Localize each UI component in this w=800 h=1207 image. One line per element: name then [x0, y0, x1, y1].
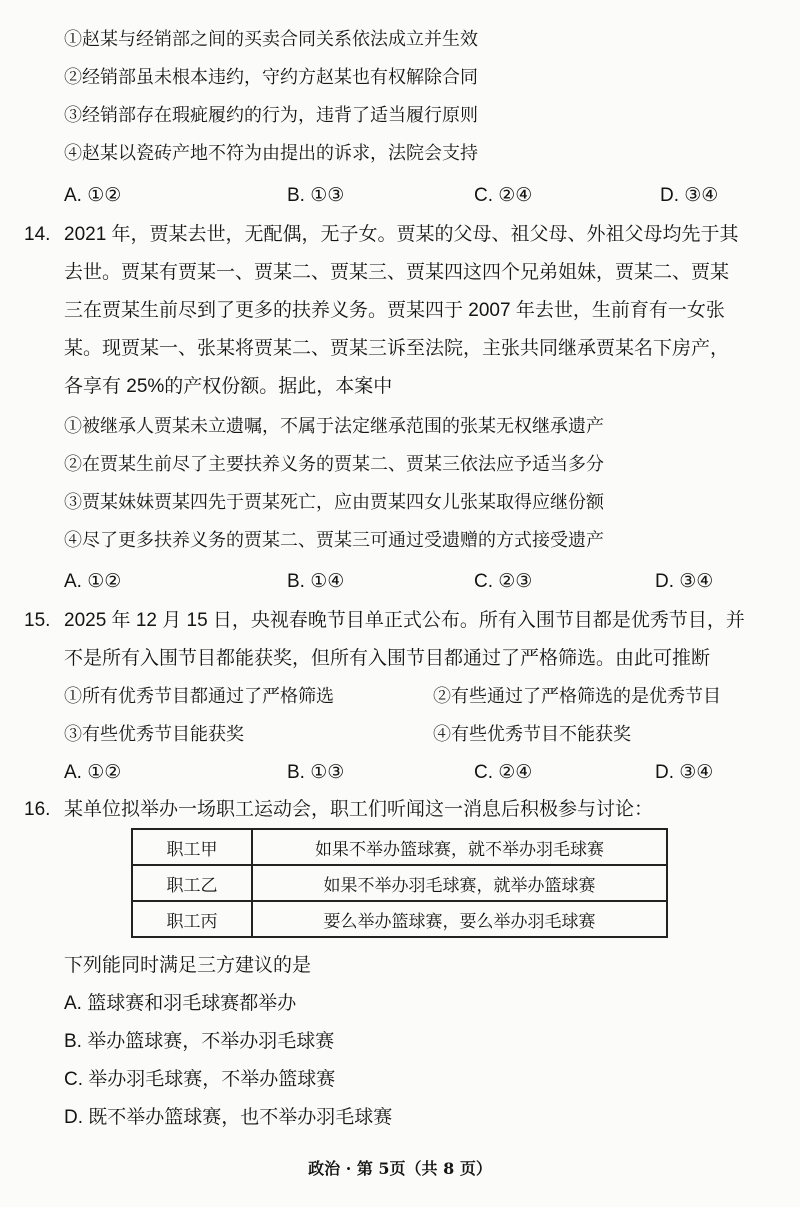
- q15-choice-b: B. ①③: [287, 762, 345, 783]
- q16-option-b: B. 举办篮球赛，不举办羽毛球赛: [64, 1031, 335, 1052]
- q16-number: 16.: [24, 799, 51, 820]
- q14-number: 14.: [24, 224, 51, 245]
- q15-statement-1: ①所有优秀节目都通过了严格筛选: [64, 686, 334, 707]
- table-cell-who: 职工丙: [132, 901, 252, 937]
- q13-choice-a: A. ①②: [64, 185, 122, 206]
- table-cell-text: 要么举办篮球赛，要么举办羽毛球赛: [252, 901, 667, 937]
- q14-choice-b: B. ①④: [287, 571, 345, 592]
- q15-stem-line-2: 不是所有入围节目都能获奖，但所有入围节目都通过了严格筛选。由此可推断: [64, 648, 711, 669]
- q13-statement-1: ①赵某与经销部之间的买卖合同关系依法成立并生效: [64, 29, 478, 50]
- q14-statement-2: ②在贾某生前尽了主要扶养义务的贾某二、贾某三依法应予适当多分: [64, 454, 604, 475]
- q14-stem-line-5: 各享有 25%的产权份额。据此，本案中: [64, 376, 393, 397]
- q15-statement-3: ③有些优秀节目能获奖: [64, 724, 244, 745]
- q14-stem-line-3: 三在贾某生前尽到了更多的扶养义务。贾某四于 2007 年去世，生前育有一女张: [64, 300, 725, 321]
- q16-stem: 某单位拟举办一场职工运动会，职工们听闻这一消息后积极参与讨论：: [64, 799, 654, 820]
- q13-statement-2: ②经销部虽未根本违约，守约方赵某也有权解除合同: [64, 67, 478, 88]
- q14-stem-line-1: 2021 年，贾某去世，无配偶，无子女。贾某的父母、祖父母、外祖父母均先于其: [64, 224, 739, 245]
- table-row: [132, 829, 667, 865]
- page-footer: 政治 · 第 5页（共 8 页）: [308, 1159, 492, 1178]
- q16-option-a: A. 篮球赛和羽毛球赛都举办: [64, 993, 297, 1014]
- table-cell-who: 职工乙: [132, 865, 252, 901]
- q14-stem-line-2: 去世。贾某有贾某一、贾某二、贾某三、贾某四这四个兄弟姐妹，贾某二、贾某: [64, 262, 730, 283]
- q16-option-c: C. 举办羽毛球赛，不举办篮球赛: [64, 1069, 336, 1090]
- q16-prompt: 下列能同时满足三方建议的是: [64, 955, 312, 976]
- q16-option-d: D. 既不举办篮球赛，也不举办羽毛球赛: [64, 1107, 393, 1128]
- q13-choice-c: C. ②④: [474, 185, 533, 206]
- q13-choice-b: B. ①③: [287, 185, 345, 206]
- table-cell-text: 如果不举办篮球赛，就不举办羽毛球赛: [252, 829, 667, 865]
- q15-choice-c: C. ②④: [474, 762, 533, 783]
- q14-statement-4: ④尽了更多扶养义务的贾某二、贾某三可通过受遗赠的方式接受遗产: [64, 530, 604, 551]
- q14-statement-3: ③贾某妹妹贾某四先于贾某死亡，应由贾某四女儿张某取得应继份额: [64, 492, 604, 513]
- table-row: [132, 901, 667, 937]
- proposal-table: [131, 828, 668, 938]
- q13-choice-d: D. ③④: [660, 185, 719, 206]
- table-row: [132, 865, 667, 901]
- table-cell-who: 职工甲: [132, 829, 252, 865]
- q14-statement-1: ①被继承人贾某未立遗嘱，不属于法定继承范围的张某无权继承遗产: [64, 416, 604, 437]
- q14-choice-c: C. ②③: [474, 571, 533, 592]
- q14-choice-d: D. ③④: [655, 571, 714, 592]
- q13-statement-3: ③经销部存在瑕疵履约的行为，违背了适当履行原则: [64, 105, 478, 126]
- q15-choice-a: A. ①②: [64, 762, 122, 783]
- table-cell-text: 如果不举办羽毛球赛，就举办篮球赛: [252, 865, 667, 901]
- q15-statement-4: ④有些优秀节目不能获奖: [433, 724, 631, 745]
- q15-stem-line-1: 2025 年 12 月 15 日，央视春晚节目单正式公布。所有入围节目都是优秀节目，并: [64, 610, 745, 631]
- q14-stem-line-4: 某。现贾某一、张某将贾某二、贾某三诉至法院，主张共同继承贾某名下房产，: [64, 338, 730, 359]
- q15-statement-2: ②有些通过了严格筛选的是优秀节目: [433, 686, 721, 707]
- q14-choice-a: A. ①②: [64, 571, 122, 592]
- q13-statement-4: ④赵某以瓷砖产地不符为由提出的诉求，法院会支持: [64, 143, 478, 164]
- q15-choice-d: D. ③④: [655, 762, 714, 783]
- q15-number: 15.: [24, 610, 51, 631]
